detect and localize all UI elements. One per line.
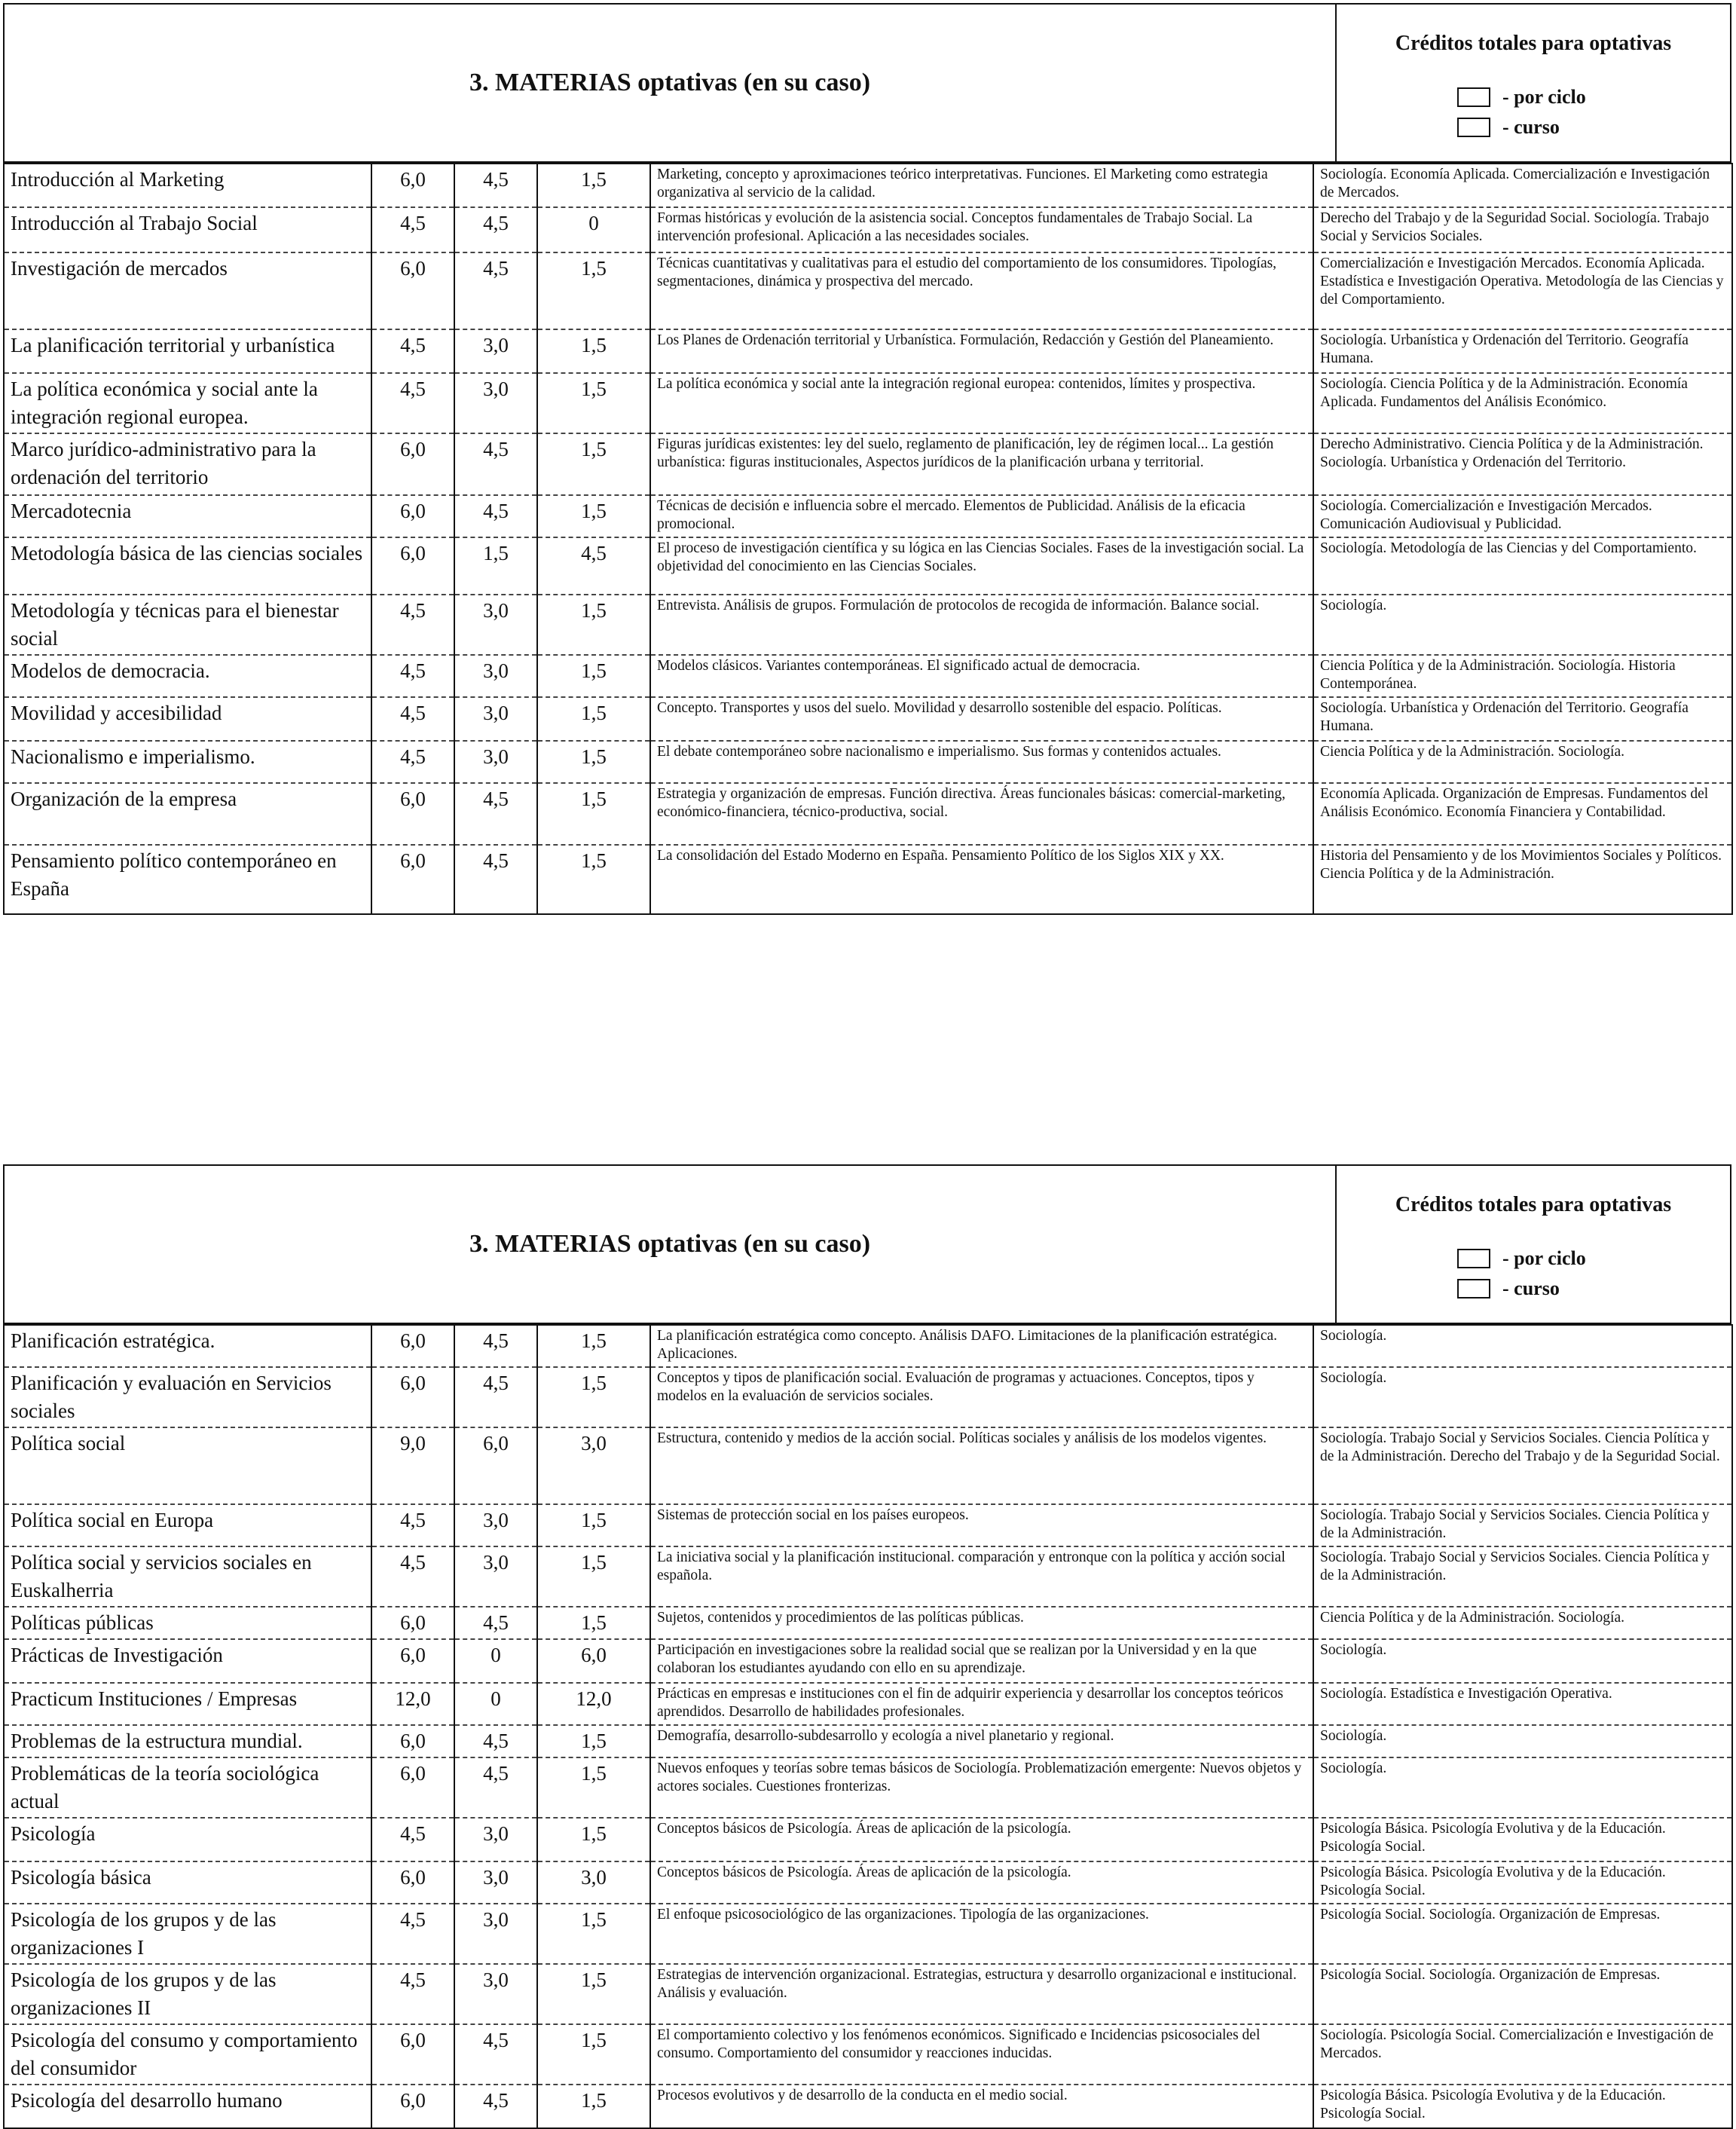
credits-theory: 4,5 [454,1725,537,1757]
option-label: - por ciclo [1502,86,1586,108]
credits-theory: 3,0 [454,595,537,655]
subject-name: Nacionalismo e imperialismo. [4,741,371,783]
subject-description: Conceptos y tipos de planificación social. Evaluación de programas y actuaciones. Conceptos, tipos y modelos en la evaluación de servicios sociales. [650,1367,1313,1427]
checkbox-curso[interactable] [1457,1279,1490,1299]
credits-practice: 3,0 [537,1427,650,1504]
credits-theory: 0 [454,1639,537,1683]
option-label: - curso [1502,1277,1560,1299]
credits-theory: 4,5 [454,433,537,495]
credits-total: 4,5 [371,741,454,783]
subject-name: Psicología [4,1818,371,1861]
credits-total: 4,5 [371,595,454,655]
knowledge-areas: Comercialización e Investigación Mercados. Economía Aplicada. Estadística e Investigación Operativa. Metodología de las Ciencias y del Comportamiento. [1313,252,1732,329]
credits-practice: 6,0 [537,1639,650,1683]
subject-name: Practicum Instituciones / Empresas [4,1683,371,1725]
credits-total: 6,0 [371,537,454,595]
subject-name: La planificación territorial y urbanística [4,329,371,373]
subjects-table-2 [3,1324,1733,2129]
table-row [4,1427,1732,1504]
subject-description: Figuras jurídicas existentes: ley del suelo, reglamento de planificación, ley de régimen local... La gestión urbanística: figuras institucionales, Aspectos jurídicos de la planificación urbana y territorial. [650,433,1313,495]
table-row [4,845,1732,914]
table-row [4,1367,1732,1427]
knowledge-areas: Psicología Básica. Psicología Evolutiva y de la Educación. Psicología Social. [1313,1861,1732,1904]
subject-name: Psicología del desarrollo humano [4,2085,371,2128]
subject-name: Psicología del consumo y comportamiento del consumidor [4,2024,371,2085]
credits-theory: 4,5 [454,2024,537,2085]
table-row [4,1325,1732,1367]
subject-description: Modelos clásicos. Variantes contemporáneas. El significado actual de democracia. [650,655,1313,697]
credits-total: 6,0 [371,1367,454,1427]
table-row [4,783,1732,845]
subject-name: Problemas de la estructura mundial. [4,1725,371,1757]
table-row [4,373,1732,433]
option-label: - por ciclo [1502,1247,1586,1269]
knowledge-areas: Ciencia Política y de la Administración. Sociología. [1313,1607,1732,1639]
subject-name: Política social [4,1427,371,1504]
credits-total: 6,0 [371,845,454,914]
table-row [4,252,1732,329]
credits-practice: 1,5 [537,1757,650,1818]
credits-total: 4,5 [371,1504,454,1546]
credits-theory: 0 [454,1683,537,1725]
knowledge-areas: Sociología. [1313,1367,1732,1427]
table-row [4,1683,1732,1725]
option-curso [1457,1277,1560,1300]
credits-practice: 3,0 [537,1861,650,1904]
credits-theory: 3,0 [454,1504,537,1546]
subject-description: Estrategias de intervención organizacional. Estrategias, estructura y desarrollo organizacional e institucional. Análisis y evaluación. [650,1964,1313,2024]
knowledge-areas: Sociología. [1313,1757,1732,1818]
knowledge-areas: Sociología. Urbanística y Ordenación del Territorio. Geografía Humana. [1313,329,1732,373]
subject-description: Concepto. Transportes y usos del suelo. Movilidad y desarrollo sostenible del espacio. Políticas. [650,697,1313,741]
subject-name: Organización de la empresa [4,783,371,845]
subject-name: Política social y servicios sociales en Euskalherria [4,1546,371,1607]
knowledge-areas: Historia del Pensamiento y de los Movimientos Sociales y Políticos. Ciencia Política y de la Administración. [1313,845,1732,914]
credits-practice: 4,5 [537,537,650,595]
credits-theory: 1,5 [454,537,537,595]
credits-total: 6,0 [371,2085,454,2128]
credits-total: 6,0 [371,1861,454,1904]
credits-total: 4,5 [371,697,454,741]
credits-theory: 4,5 [454,2085,537,2128]
credits-practice: 1,5 [537,2024,650,2085]
section-title: 3. MATERIAS optativas (en su caso) [469,69,871,96]
credits-theory: 6,0 [454,1427,537,1504]
table-row [4,1607,1732,1639]
credits-practice: 1,5 [537,595,650,655]
table-row [4,741,1732,783]
section-header-1 [3,3,1731,163]
knowledge-areas: Derecho Administrativo. Ciencia Política y de la Administración. Sociología. Urbanística y Ordenación del Territorio. [1313,433,1732,495]
knowledge-areas: Ciencia Política y de la Administración. Sociología. [1313,741,1732,783]
credits-theory: 3,0 [454,373,537,433]
credits-total: 6,0 [371,1757,454,1818]
credits-theory: 4,5 [454,207,537,252]
table-row [4,1504,1732,1546]
checkbox-por-ciclo[interactable] [1457,87,1490,107]
subject-description: El proceso de investigación científica y su lógica en las Ciencias Sociales. Fases de la investigación social. La objetividad del conocimiento en las Ciencias Sociales. [650,537,1313,595]
credits-practice: 1,5 [537,1904,650,1964]
subject-description: Conceptos básicos de Psicología. Áreas de aplicación de la psicología. [650,1861,1313,1904]
credits-theory: 4,5 [454,1325,537,1367]
checkbox-curso[interactable] [1457,118,1490,137]
subject-description: Sistemas de protección social en los países europeos. [650,1504,1313,1546]
subject-name: Mercadotecnia [4,495,371,537]
subject-description: Nuevos enfoques y teorías sobre temas básicos de Sociología. Problematización emergente: Nuevos objetos y actores sociales. Cuestiones fronterizas. [650,1757,1313,1818]
knowledge-areas: Psicología Básica. Psicología Evolutiva y de la Educación. Psicología Social. [1313,2085,1732,2128]
credits-practice: 1,5 [537,2085,650,2128]
credits-total: 4,5 [371,329,454,373]
credits-total: 4,5 [371,1904,454,1964]
credits-theory: 4,5 [454,495,537,537]
subject-description: Marketing, concepto y aproximaciones teórico interpretativas. Funciones. El Marketing como estrategia organizativa al servicio de la calidad. [650,164,1313,207]
knowledge-areas: Sociología. [1313,595,1732,655]
knowledge-areas: Sociología. Estadística e Investigación Operativa. [1313,1683,1732,1725]
credits-practice: 1,5 [537,495,650,537]
subject-name: Movilidad y accesibilidad [4,697,371,741]
subject-name: Marco jurídico-administrativo para la ordenación del territorio [4,433,371,495]
subject-description: Participación en investigaciones sobre la realidad social que se realizan por la Universidad y en la que colaboran los estudiantes ayudando con ello en su aprendizaje. [650,1639,1313,1683]
knowledge-areas: Economía Aplicada. Organización de Empresas. Fundamentos del Análisis Económico. Economía Financiera y Contabilidad. [1313,783,1732,845]
credits-practice: 1,5 [537,164,650,207]
credits-practice: 1,5 [537,741,650,783]
credits-practice: 1,5 [537,1725,650,1757]
option-por-ciclo [1457,1247,1586,1270]
subject-description: Formas históricas y evolución de la asistencia social. Conceptos fundamentales de Trabajo Social. La intervención profesional. Aplicación a las necesidades sociales. [650,207,1313,252]
knowledge-areas: Sociología. [1313,1325,1732,1367]
subject-description: Entrevista. Análisis de grupos. Formulación de protocolos de recogida de información. Balance social. [650,595,1313,655]
table-row [4,537,1732,595]
table-row [4,329,1732,373]
credits-total: 6,0 [371,252,454,329]
table-row [4,2085,1732,2128]
subject-name: Problemáticas de la teoría sociológica actual [4,1757,371,1818]
table-row [4,495,1732,537]
subject-name: Investigación de mercados [4,252,371,329]
credits-total: 6,0 [371,495,454,537]
credits-practice: 1,5 [537,1504,650,1546]
credits-total: 12,0 [371,1683,454,1725]
subject-description: La iniciativa social y la planificación institucional. comparación y entronque con la política y acción social española. [650,1546,1313,1607]
credits-theory: 4,5 [454,783,537,845]
credits-total: 4,5 [371,1818,454,1861]
subject-name: Prácticas de Investigación [4,1639,371,1683]
table-row [4,697,1732,741]
table-row [4,433,1732,495]
knowledge-areas: Sociología. [1313,1725,1732,1757]
credits-theory: 3,0 [454,697,537,741]
knowledge-areas: Sociología. [1313,1639,1732,1683]
credits-total: 4,5 [371,1964,454,2024]
credits-theory: 3,0 [454,1818,537,1861]
subject-name: Psicología de los grupos y de las organizaciones II [4,1964,371,2024]
subject-name: Metodología básica de las ciencias sociales [4,537,371,595]
credits-total: 6,0 [371,433,454,495]
credits-practice: 1,5 [537,1367,650,1427]
credits-total: 9,0 [371,1427,454,1504]
credits-theory: 3,0 [454,655,537,697]
credits-theory: 3,0 [454,1904,537,1964]
subject-description: La consolidación del Estado Moderno en España. Pensamiento Político de los Siglos XIX y XX. [650,845,1313,914]
table-row [4,655,1732,697]
knowledge-areas: Derecho del Trabajo y de la Seguridad Social. Sociología. Trabajo Social y Servicios Sociales. [1313,207,1732,252]
knowledge-areas: Sociología. Ciencia Política y de la Administración. Economía Aplicada. Fundamentos del Análisis Económico. [1313,373,1732,433]
subject-name: Psicología básica [4,1861,371,1904]
knowledge-areas: Sociología. Economía Aplicada. Comercialización e Investigación de Mercados. [1313,164,1732,207]
credits-total: 6,0 [371,2024,454,2085]
credits-title: Créditos totales para optativas [1395,32,1672,55]
knowledge-areas: Psicología Básica. Psicología Evolutiva y de la Educación. Psicología Social. [1313,1818,1732,1861]
credits-theory: 4,5 [454,1367,537,1427]
credits-total: 6,0 [371,1639,454,1683]
credits-total: 4,5 [371,1546,454,1607]
table-row [4,1964,1732,2024]
credits-practice: 12,0 [537,1683,650,1725]
subject-description: La planificación estratégica como concepto. Análisis DAFO. Limitaciones de la planificación estratégica. Aplicaciones. [650,1325,1313,1367]
credits-practice: 1,5 [537,373,650,433]
option-label: - curso [1502,116,1560,138]
table-row [4,164,1732,207]
subject-description: Conceptos básicos de Psicología. Áreas de aplicación de la psicología. [650,1818,1313,1861]
credits-total: 4,5 [371,373,454,433]
credits-practice: 1,5 [537,783,650,845]
knowledge-areas: Sociología. Urbanística y Ordenación del Territorio. Geografía Humana. [1313,697,1732,741]
table-row [4,1757,1732,1818]
subject-name: Política social en Europa [4,1504,371,1546]
option-por-ciclo [1457,86,1586,109]
subject-description: El enfoque psicosociológico de las organizaciones. Tipología de las organizaciones. [650,1904,1313,1964]
subject-name: Pensamiento político contemporáneo en España [4,845,371,914]
knowledge-areas: Sociología. Comercialización e Investigación Mercados. Comunicación Audiovisual y Publicidad. [1313,495,1732,537]
knowledge-areas: Psicología Social. Sociología. Organización de Empresas. [1313,1964,1732,2024]
subject-name: Metodología y técnicas para el bienestar social [4,595,371,655]
credits-total: 6,0 [371,1725,454,1757]
table-row [4,1639,1732,1683]
knowledge-areas: Sociología. Metodología de las Ciencias y del Comportamiento. [1313,537,1732,595]
credits-theory: 3,0 [454,1546,537,1607]
credits-box [1335,5,1730,161]
subject-description: Técnicas de decisión e influencia sobre el mercado. Elementos de Publicidad. Análisis de la eficacia promocional. [650,495,1313,537]
subject-description: Técnicas cuantitativas y cualitativas para el estudio del comportamiento de los consumidores. Tipologías, segmentaciones, dinámica y prospectiva del mercado. [650,252,1313,329]
credits-box [1335,1166,1730,1323]
subject-name: Políticas públicas [4,1607,371,1639]
subject-description: Procesos evolutivos y de desarrollo de la conducta en el medio social. [650,2085,1313,2128]
credits-practice: 1,5 [537,433,650,495]
credits-total: 4,5 [371,207,454,252]
credits-theory: 4,5 [454,252,537,329]
subject-description: Prácticas en empresas e instituciones con el fin de adquirir experiencia y desarrollar los conceptos teóricos aprendidos. Desarrollo de habilidades profesionales. [650,1683,1313,1725]
credits-theory: 4,5 [454,1607,537,1639]
knowledge-areas: Sociología. Trabajo Social y Servicios Sociales. Ciencia Política y de la Administración. [1313,1504,1732,1546]
credits-total: 6,0 [371,783,454,845]
table-row [4,207,1732,252]
table-row [4,2024,1732,2085]
knowledge-areas: Ciencia Política y de la Administración. Sociología. Historia Contemporánea. [1313,655,1732,697]
subject-name: La política económica y social ante la integración regional europea. [4,373,371,433]
knowledge-areas: Sociología. Psicología Social. Comercialización e Investigación de Mercados. [1313,2024,1732,2085]
subject-name: Introducción al Trabajo Social [4,207,371,252]
knowledge-areas: Sociología. Trabajo Social y Servicios Sociales. Ciencia Política y de la Administración. [1313,1546,1732,1607]
credits-theory: 4,5 [454,845,537,914]
subject-name: Planificación y evaluación en Servicios sociales [4,1367,371,1427]
credits-practice: 1,5 [537,1325,650,1367]
subject-description: El comportamiento colectivo y los fenómenos económicos. Significado e Incidencias psicosociales del consumo. Comportamiento del consumidor y reacciones inducidas. [650,2024,1313,2085]
credits-practice: 1,5 [537,845,650,914]
subject-name: Planificación estratégica. [4,1325,371,1367]
credits-practice: 1,5 [537,1964,650,2024]
credits-practice: 1,5 [537,329,650,373]
table-row [4,1546,1732,1607]
credits-practice: 1,5 [537,252,650,329]
table-row [4,1725,1732,1757]
knowledge-areas: Psicología Social. Sociología. Organización de Empresas. [1313,1904,1732,1964]
credits-practice: 0 [537,207,650,252]
table-row [4,1904,1732,1964]
knowledge-areas: Sociología. Trabajo Social y Servicios Sociales. Ciencia Política y de la Administración. Derecho del Trabajo y de la Seguridad Social. [1313,1427,1732,1504]
option-curso [1457,116,1560,139]
subjects-table-1 [3,163,1733,915]
credits-total: 6,0 [371,1607,454,1639]
credits-total: 6,0 [371,1325,454,1367]
table-row [4,595,1732,655]
subject-name: Introducción al Marketing [4,164,371,207]
subject-name: Psicología de los grupos y de las organizaciones I [4,1904,371,1964]
credits-practice: 1,5 [537,697,650,741]
credits-practice: 1,5 [537,655,650,697]
subject-description: Estructura, contenido y medios de la acción social. Políticas sociales y análisis de los modelos vigentes. [650,1427,1313,1504]
table-row [4,1818,1732,1861]
subject-description: Estrategia y organización de empresas. Función directiva. Áreas funcionales básicas: comercial-marketing, económico-financiera, técnico-productiva, social. [650,783,1313,845]
subject-name: Modelos de democracia. [4,655,371,697]
credits-theory: 4,5 [454,164,537,207]
subject-description: Demografía, desarrollo-subdesarrollo y ecología a nivel planetario y regional. [650,1725,1313,1757]
subject-description: Sujetos, contenidos y procedimientos de las políticas públicas. [650,1607,1313,1639]
subject-description: El debate contemporáneo sobre nacionalismo e imperialismo. Sus formas y contenidos actuales. [650,741,1313,783]
credits-practice: 1,5 [537,1607,650,1639]
section-title: 3. MATERIAS optativas (en su caso) [469,1230,871,1258]
credits-practice: 1,5 [537,1546,650,1607]
subject-description: Los Planes de Ordenación territorial y Urbanística. Formulación, Redacción y Gestión del Planeamiento. [650,329,1313,373]
table-row [4,1861,1732,1904]
section-header-2 [3,1164,1731,1324]
credits-theory: 3,0 [454,1964,537,2024]
credits-theory: 3,0 [454,329,537,373]
credits-practice: 1,5 [537,1818,650,1861]
credits-total: 6,0 [371,164,454,207]
subject-description: La política económica y social ante la integración regional europea: contenidos, límites y prospectiva. [650,373,1313,433]
checkbox-por-ciclo[interactable] [1457,1249,1490,1268]
credits-theory: 3,0 [454,741,537,783]
credits-theory: 4,5 [454,1757,537,1818]
credits-title: Créditos totales para optativas [1395,1193,1672,1216]
credits-total: 4,5 [371,655,454,697]
credits-theory: 3,0 [454,1861,537,1904]
